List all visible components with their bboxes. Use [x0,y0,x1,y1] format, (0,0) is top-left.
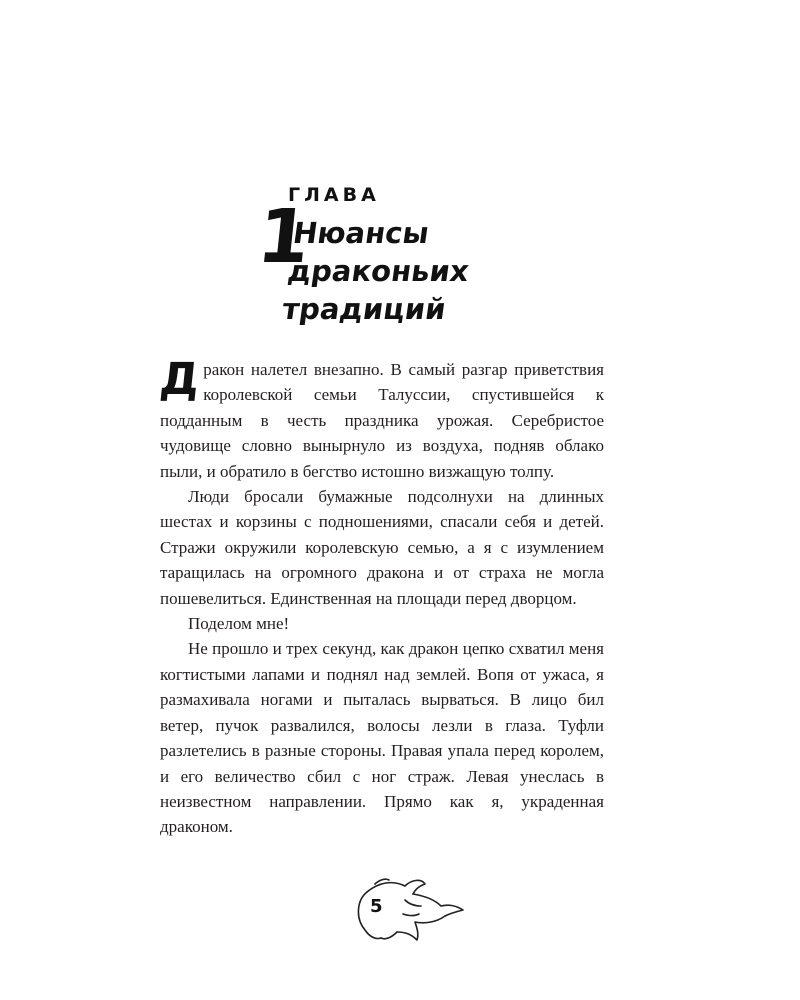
chapter-body [157,354,604,840]
chapter-label: ГЛАВА [288,184,380,206]
chapter-title: Нюансы драконьих традиций [280,216,472,326]
page-footer [345,870,471,950]
chapter-header [253,184,598,326]
paragraph-1-text: ракон налетел внезапно. В самый разгар приветствия королевской семьи Талуссии, спустившейся к подданным в честь праздника урожая. Серебристое чудовище словно вынырнуло из воздуха, подняв облако пыли, и обратило в бегство истошно визжащую толпу. [160,360,604,481]
drop-cap: Д [157,354,203,405]
paragraph-3: Поделом мне! [188,614,290,634]
dragon-foot-icon [345,870,471,950]
page-number: 5 [370,896,383,917]
paragraph-2: Люди бросали бумажные подсолнухи на длинных шестах и корзины с подношениями, спасали себя и детей. Стражи окружили королевскую семью, а я с изумлением таращилась на огромного дракона и от страха не могла пошевелиться. Единственная на площади перед дворцом. [160,487,604,608]
paragraph-4: Не прошло и трех секунд, как дракон цепко схватил меня когтистыми лапами и поднял над землей. Вопя от ужаса, я размахивала ногами и пыталась вырваться. В лицо бил ветер, пучок развалился, волосы лезли в глаза. Туфли разлетелись в разные стороны. Правая упала перед королем, и его величество сбил с ног страж. Левая унеслась в неизвестном направлении. Прямо как я, украденная драконом. [160,639,604,837]
paragraph-1 [157,354,604,484]
chapter-number: 1 [253,194,315,280]
